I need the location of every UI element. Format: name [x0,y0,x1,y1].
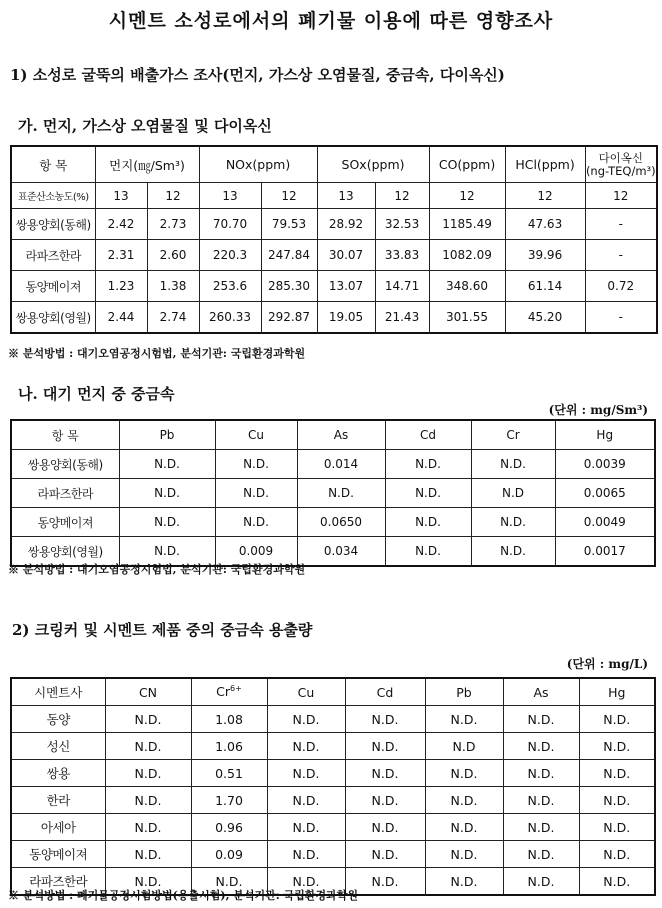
table-cell: N.D. [105,787,191,814]
table-header-row [11,146,657,183]
table-cell: 12 [505,183,585,209]
table-cell: 39.96 [505,240,585,271]
header-cell: Pb [119,420,215,450]
table-row [11,302,657,334]
table-cell: N.D. [267,787,345,814]
table-cell: 301.55 [429,302,505,334]
table-cell: N.D. [345,787,425,814]
table-cell: 61.14 [505,271,585,302]
table-cell: - [585,209,657,240]
table-cell: N.D. [503,787,579,814]
table-cell: N.D. [297,479,385,508]
row-label: 표준산소농도(%) [11,183,95,209]
table-cell: 0.0065 [555,479,655,508]
table-cell: N.D. [385,479,471,508]
table-cell: N.D. [119,537,215,567]
table-cell: 12 [375,183,429,209]
table-cell: 30.07 [317,240,375,271]
table-cell: 0.0017 [555,537,655,567]
section1a-heading: 가. 먼지, 가스상 오염물질 및 다이옥신 [18,117,272,135]
table-cell: 0.96 [191,814,267,841]
header-cell: CO(ppm) [429,146,505,183]
header-cell: CN [105,678,191,706]
header-cell: HCl(ppm) [505,146,585,183]
table-cell: 0.009 [215,537,297,567]
table-cell: N.D. [471,508,555,537]
table-cell: 0.51 [191,760,267,787]
table-cell: N.D. [215,450,297,479]
table-cell: 260.33 [199,302,261,334]
header-cr-superscript: 6+ [230,684,242,694]
header-cell: Cu [267,678,345,706]
table-row [11,706,655,733]
table-cell: 0.034 [297,537,385,567]
table-cell: N.D. [267,706,345,733]
table-cell: N.D. [105,841,191,868]
header-cell: 항 목 [11,146,95,183]
table-cell: N.D. [385,450,471,479]
table-cell: 247.84 [261,240,317,271]
header-cell: 항 목 [11,420,119,450]
row-label: 한라 [11,787,105,814]
row-label: 동양 [11,706,105,733]
table-cell: 0.09 [191,841,267,868]
row-label: 쌍용양회(동해) [11,450,119,479]
header-cell: 먼지(㎎/Sm³) [95,146,199,183]
table-row [11,814,655,841]
table-cell: N.D. [503,733,579,760]
header-cell: As [297,420,385,450]
table-row [11,760,655,787]
table-cell: 28.92 [317,209,375,240]
table-cell: - [585,240,657,271]
table-cell: N.D. [191,868,267,896]
table-cell: N.D. [345,868,425,896]
table-cell: N.D. [267,760,345,787]
section1-heading: 1) 소성로 굴뚝의 배출가스 조사(먼지, 가스상 오염물질, 중금속, 다이옥신) [10,66,505,84]
table-cell: 1.23 [95,271,147,302]
table-cell: 0.014 [297,450,385,479]
table-cell: N.D. [119,479,215,508]
header-cell: SOx(ppm) [317,146,429,183]
table-row [11,479,655,508]
header-cell: NOx(ppm) [199,146,317,183]
header-cell: 시멘트사 [11,678,105,706]
table-cell: N.D. [425,814,503,841]
table-cell: 2.60 [147,240,199,271]
row-label: 라파즈한라 [11,868,105,896]
table-cell: N.D. [471,450,555,479]
table-cell: N.D. [345,706,425,733]
row-label: 동양메이져 [11,508,119,537]
table-cell: 13.07 [317,271,375,302]
table-cell: 21.43 [375,302,429,334]
table-cell: N.D. [345,760,425,787]
header-cr-text: Cr [216,684,231,700]
row-label: 쌍용양회(영월) [11,537,119,567]
header-cell [191,678,267,706]
unit-label-1b: (단위 : mg/Sm³) [548,403,648,417]
table-row [11,183,657,209]
table-cell: 253.6 [199,271,261,302]
table-row [11,508,655,537]
header-cell: Cr [471,420,555,450]
table-cell: N.D. [503,868,579,896]
table-cell: 45.20 [505,302,585,334]
unit-label-2: (단위 : mg/L) [566,657,648,671]
table-row [11,209,657,240]
header-cell: 다이옥신 (ng-TEQ/m³) [585,146,657,183]
table-row [11,787,655,814]
table-cell: 1082.09 [429,240,505,271]
row-label: 동양메이져 [11,841,105,868]
section1b-heading: 나. 대기 먼지 중 중금속 [18,385,175,403]
row-label: 라파즈한라 [11,479,119,508]
table-cell: N.D. [425,841,503,868]
table-cell: 285.30 [261,271,317,302]
table-cell: N.D. [579,868,655,896]
header-cell: Cd [345,678,425,706]
table-cell: 13 [317,183,375,209]
row-label: 라파즈한라 [11,240,95,271]
table-cell: N.D. [503,760,579,787]
table-cell: N.D. [503,814,579,841]
table-cell: N.D. [385,537,471,567]
heavy-metal-dust-table [10,419,656,567]
table-cell: 2.73 [147,209,199,240]
row-label: 쌍용양회(영월) [11,302,95,334]
table-cell: N.D. [119,450,215,479]
table-cell: 19.05 [317,302,375,334]
table-cell: N.D. [425,706,503,733]
table-cell: N.D. [215,508,297,537]
table-cell: N.D. [267,733,345,760]
table-cell: 32.53 [375,209,429,240]
table-cell: N.D. [215,479,297,508]
row-label: 아세아 [11,814,105,841]
table-cell: 0.0049 [555,508,655,537]
row-label: 쌍용양회(동해) [11,209,95,240]
table-cell: N.D. [267,814,345,841]
table-cell: 1.06 [191,733,267,760]
header-cell: As [503,678,579,706]
header-cell: Cd [385,420,471,450]
table-cell: N.D. [579,787,655,814]
table-cell: 0.0650 [297,508,385,537]
header-cell: Cu [215,420,297,450]
table-cell: 220.3 [199,240,261,271]
table-row [11,841,655,868]
table-cell: 47.63 [505,209,585,240]
table-cell: - [585,302,657,334]
table-cell: 14.71 [375,271,429,302]
table-cell: N.D. [105,868,191,896]
table-cell: N.D. [503,841,579,868]
table-header-row [11,678,655,706]
table-row [11,240,657,271]
table-cell: 1.38 [147,271,199,302]
note-section2: ※ 분석방법 : 폐기물공정시험방법(용출시험), 분석기관: 국립환경과학원 [8,889,359,902]
table-cell: 2.42 [95,209,147,240]
row-label: 성신 [11,733,105,760]
table-cell: 13 [95,183,147,209]
table-cell: 2.74 [147,302,199,334]
emission-table [10,145,658,334]
table-cell: N.D. [345,841,425,868]
table-cell: N.D. [425,787,503,814]
table-cell: N.D [471,479,555,508]
table-cell: N.D [425,733,503,760]
note-section1a: ※ 분석방법 : 대기오염공정시험법, 분석기관: 국립환경과학원 [8,347,306,360]
note-section1b: ※ 분석방법 : 대기오염공정시험법, 분석기관: 국립환경과학원 [8,563,306,576]
table-cell: N.D. [579,814,655,841]
table-cell: N.D. [119,508,215,537]
table-cell: N.D. [345,814,425,841]
table-cell: N.D. [105,706,191,733]
section2-heading: 2) 크링커 및 시멘트 제품 중의 중금속 용출량 [12,621,313,639]
table-cell: 12 [585,183,657,209]
table-cell: N.D. [579,841,655,868]
table-cell: 2.31 [95,240,147,271]
table-cell: 70.70 [199,209,261,240]
table-cell: 1.70 [191,787,267,814]
table-cell: 0.72 [585,271,657,302]
row-label: 쌍용 [11,760,105,787]
table-cell: N.D. [267,841,345,868]
table-cell: 12 [429,183,505,209]
header-cell: Pb [425,678,503,706]
table-cell: N.D. [345,733,425,760]
header-cell: Hg [579,678,655,706]
table-header-row [11,420,655,450]
table-cell: 13 [199,183,261,209]
table-row [11,733,655,760]
table-cell: 79.53 [261,209,317,240]
table-cell: N.D. [105,733,191,760]
table-cell: 348.60 [429,271,505,302]
table-cell: N.D. [105,814,191,841]
header-cell: Hg [555,420,655,450]
table-row [11,450,655,479]
row-label: 동양메이져 [11,271,95,302]
table-cell: N.D. [425,760,503,787]
table-cell: N.D. [579,706,655,733]
table-cell: 292.87 [261,302,317,334]
table-cell: N.D. [579,760,655,787]
table-cell: N.D. [105,760,191,787]
table-cell: 33.83 [375,240,429,271]
table-cell: N.D. [267,868,345,896]
table-cell: 1185.49 [429,209,505,240]
table-row [11,271,657,302]
table-cell: N.D. [425,868,503,896]
table-cell: 0.0039 [555,450,655,479]
table-cell: N.D. [503,706,579,733]
table-cell: N.D. [579,733,655,760]
page-title: 시멘트 소성로에서의 폐기물 이용에 따른 영향조사 [108,10,554,32]
table-cell: 12 [261,183,317,209]
table-cell: N.D. [471,537,555,567]
table-cell: N.D. [385,508,471,537]
table-cell: 12 [147,183,199,209]
table-cell: 2.44 [95,302,147,334]
leaching-table [10,677,656,896]
table-cell: 1.08 [191,706,267,733]
